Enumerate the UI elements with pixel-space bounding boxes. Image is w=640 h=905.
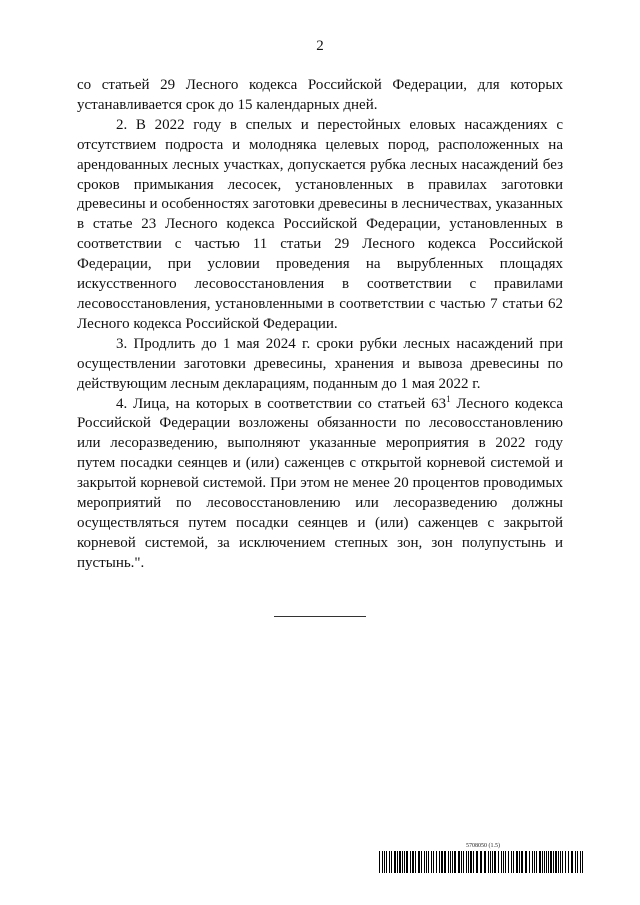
paragraph-item-3: 3. Продлить до 1 мая 2024 г. сроки рубки лесных насаждений при осуществлении заготовки древесины, хранения и вывоза древесины по действующим лесным декларациям, поданным до 1 мая 2022 г. [77, 335, 563, 392]
paragraph-item-4-text-start: 4. Лица, на которых в соответствии со статьей 63 [116, 395, 447, 412]
paragraph-item-2: 2. В 2022 году в спелых и перестойных еловых насаждениях с отсутствием подроста и молодняка целевых пород, расположенных на арендованных лесных участках, допускается рубка лесных насаждений без сроков примыкания лесосек, установленных в правилах заготовки древесины и особенностях заготовки древесины в лесничествах, указанных в статье 23 Лесного кодекса Российской Федерации, установленных в соответствии с частью 11 статьи 29 Лесного кодекса Российской Федерации, при условии проведения на вырубленных площадях искусственного лесовосстановления в соответствии с правилами лесовосстановления, установленными в соответствии с частью 7 статьи 62 Лесного кодекса Российской Федерации. [77, 116, 563, 332]
document-code: 5708050 (1.5) [466, 843, 500, 849]
paragraph-item-4 [77, 395, 563, 574]
barcode-icon [379, 851, 585, 873]
end-of-text-rule [274, 616, 366, 617]
document-body [77, 76, 563, 574]
article-superscript: 1 [446, 393, 451, 404]
paragraph-item-4-text-end: Лесного кодекса Российской Федерации возложены обязанности по лесовосстановлению или лесоразведению, выполняют указанные мероприятия в 2022 году путем посадки сеянцев и (или) саженцев с открытой корневой системой и закрытой корневой системой. При этом не менее 20 процентов проводимых мероприятий по лесовосстановлению или лесоразведению должны осуществляться путем посадки сеянцев и (или) саженцев с закрытой корневой системой, за исключением степных зон, зон полупустынь и пустынь.". [77, 395, 563, 571]
page-number: 2 [316, 38, 324, 54]
paragraph-continuation: со статьей 29 Лесного кодекса Российской Федерации, для которых устанавливается срок до 15 календарных дней. [77, 77, 563, 113]
